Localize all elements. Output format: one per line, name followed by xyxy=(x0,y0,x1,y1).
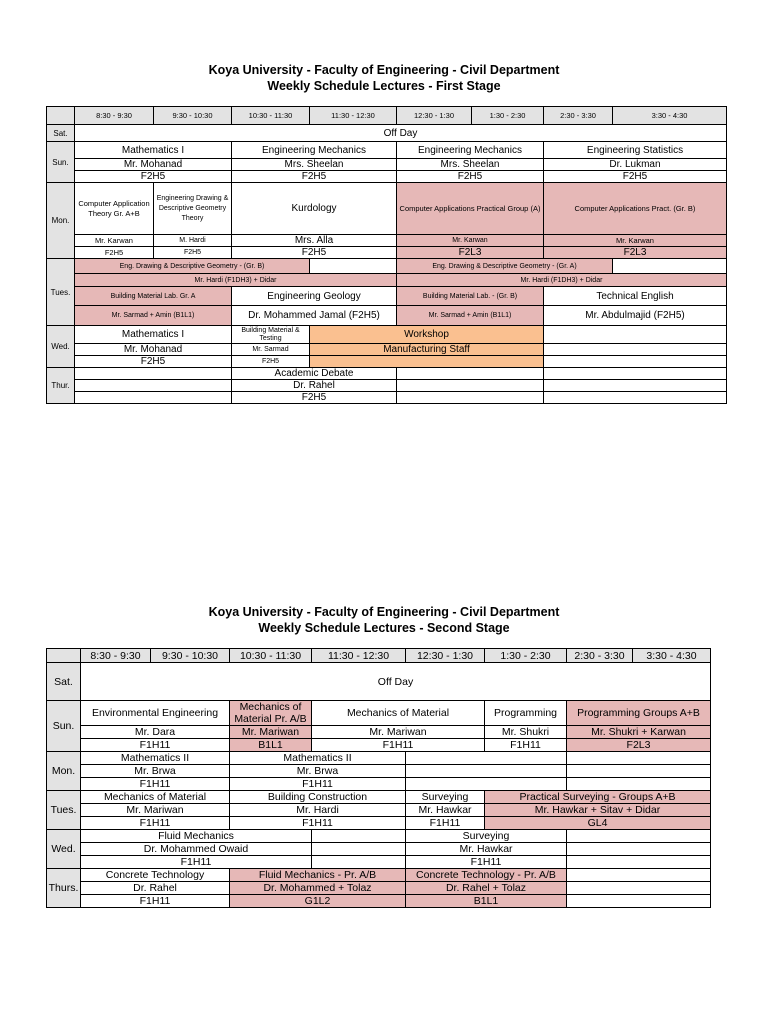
time-slot: 9:30 - 10:30 xyxy=(151,649,230,663)
class-room: F1H11 xyxy=(230,817,406,830)
class-teacher: Mr. Shukri + Karwan xyxy=(567,726,711,739)
class-subject: Mathematics II xyxy=(81,752,230,765)
class-subject: Mechanics of Material xyxy=(81,791,230,804)
class-teacher: Mrs. Sheelan xyxy=(397,159,544,171)
class-subject: Engineering Mechanics xyxy=(232,142,397,159)
class-subject: Building Material Lab. - (Gr. B) xyxy=(397,287,544,306)
empty-cell xyxy=(312,830,406,843)
day-label-mon: Mon. xyxy=(47,752,81,791)
empty-cell xyxy=(406,752,567,765)
workshop-staff-cell: Manufacturing Staff xyxy=(310,344,544,356)
class-teacher: Mr. Mariwan xyxy=(81,804,230,817)
empty-cell xyxy=(310,259,397,274)
class-room: B1L1 xyxy=(230,739,312,752)
empty-cell xyxy=(397,380,544,392)
class-room: F1H11 xyxy=(406,817,485,830)
stage1-title xyxy=(0,62,768,94)
class-teacher: Dr. Rahel + Tolaz xyxy=(406,882,567,895)
time-slot: 10:30 - 11:30 xyxy=(232,107,310,125)
class-subject: Kurdology xyxy=(232,183,397,235)
time-slot: 1:30 - 2:30 xyxy=(485,649,567,663)
class-subject: Building Construction xyxy=(230,791,406,804)
class-teacher: Mr. Mariwan xyxy=(312,726,485,739)
class-subject: Mechanics of Material Pr. A/B xyxy=(230,701,312,726)
time-slot: 11:30 - 12:30 xyxy=(312,649,406,663)
empty-cell xyxy=(544,368,727,380)
class-teacher: Mr. Hardi (F1DH3) + Didar xyxy=(397,274,727,287)
class-subject: Mechanics of Material xyxy=(312,701,485,726)
time-slot: 10:30 - 11:30 xyxy=(230,649,312,663)
empty-cell xyxy=(406,765,567,778)
day-label-wed: Wed. xyxy=(47,326,75,368)
class-subject: Technical English xyxy=(544,287,727,306)
workshop-room-cell xyxy=(310,356,544,368)
class-subject: Computer Applications Pract. (Gr. B) xyxy=(544,183,727,235)
class-teacher: Mr. Hawkar + Sitav + Didar xyxy=(485,804,711,817)
empty-cell xyxy=(75,392,232,404)
class-teacher: Mr. Brwa xyxy=(230,765,406,778)
class-room: F2H5 xyxy=(75,247,154,259)
class-subject: Concrete Technology xyxy=(81,869,230,882)
empty-cell xyxy=(567,843,711,856)
class-subject: Programming xyxy=(485,701,567,726)
time-slot: 1:30 - 2:30 xyxy=(472,107,544,125)
class-subject: Concrete Technology - Pr. A/B xyxy=(406,869,567,882)
class-subject: Surveying xyxy=(406,830,567,843)
empty-cell xyxy=(544,344,727,356)
class-room: F2L3 xyxy=(544,247,727,259)
class-room: F2L3 xyxy=(397,247,544,259)
day-label-sat: Sat. xyxy=(47,663,81,701)
class-subject: Mathematics I xyxy=(75,326,232,344)
class-subject: Building Material Lab. Gr. A xyxy=(75,287,232,306)
class-subject: Eng. Drawing & Descriptive Geometry - (Gr. B) xyxy=(75,259,310,274)
class-subject: Environmental Engineering xyxy=(81,701,230,726)
class-room: F2H5 xyxy=(232,171,397,183)
class-teacher: Mr. Hardi (F1DH3) + Didar xyxy=(75,274,397,287)
class-teacher: Dr. Rahel xyxy=(232,380,397,392)
class-subject: Programming Groups A+B xyxy=(567,701,711,726)
empty-cell xyxy=(397,392,544,404)
class-teacher: Mr. Karwan xyxy=(397,235,544,247)
class-teacher: Mr. Sarmad xyxy=(232,344,310,356)
class-teacher: Mr. Shukri xyxy=(485,726,567,739)
class-teacher: Mr. Abdulmajid (F2H5) xyxy=(544,306,727,326)
empty-cell xyxy=(312,856,406,869)
empty-cell xyxy=(567,778,711,791)
class-room: F1H11 xyxy=(312,739,485,752)
workshop-cell: Workshop xyxy=(310,326,544,344)
stage2-corner xyxy=(47,649,81,663)
class-room: F1H11 xyxy=(81,739,230,752)
off-day-cell: Off Day xyxy=(81,663,711,701)
class-subject: Practical Surveying - Groups A+B xyxy=(485,791,711,804)
day-label-sun: Sun. xyxy=(47,142,75,183)
class-subject: Computer Application Theory Gr. A+B xyxy=(75,183,154,235)
empty-cell xyxy=(567,765,711,778)
class-subject: Engineering Geology xyxy=(232,287,397,306)
class-room: F2H5 xyxy=(232,247,397,259)
stage2-schedule-table xyxy=(46,648,711,908)
class-subject: Engineering Mechanics xyxy=(397,142,544,159)
class-room: F1H11 xyxy=(81,856,312,869)
class-teacher: Dr. Mohammed Owaid xyxy=(81,843,312,856)
time-slot: 12:30 - 1:30 xyxy=(406,649,485,663)
class-room: F2L3 xyxy=(567,739,711,752)
day-label-mon: Mon. xyxy=(47,183,75,259)
stage1-corner xyxy=(47,107,75,125)
stage1-title-line1: Koya University - Faculty of Engineering - Civil Department xyxy=(208,63,560,77)
time-slot: 3:30 - 4:30 xyxy=(633,649,711,663)
time-slot: 2:30 - 3:30 xyxy=(544,107,613,125)
day-label-tue: Tues. xyxy=(47,791,81,830)
empty-cell xyxy=(567,869,711,882)
empty-cell xyxy=(397,368,544,380)
empty-cell xyxy=(544,356,727,368)
class-subject: Engineering Drawing & Descriptive Geometry Theory xyxy=(154,183,232,235)
class-room: F2H5 xyxy=(544,171,727,183)
stage1-title-line2: Weekly Schedule Lectures - First Stage xyxy=(267,79,501,93)
class-room: F2H5 xyxy=(232,392,397,404)
class-teacher: Mr. Sarmad + Amin (B1L1) xyxy=(75,306,232,326)
class-teacher: Mr. Hawkar xyxy=(406,843,567,856)
empty-cell xyxy=(567,882,711,895)
class-room: F1H11 xyxy=(81,895,230,908)
time-slot: 12:30 - 1:30 xyxy=(397,107,472,125)
class-subject: Eng. Drawing & Descriptive Geometry - (Gr. A) xyxy=(397,259,613,274)
class-teacher: Mr. Mohanad xyxy=(75,159,232,171)
class-subject: Fluid Mechanics - Pr. A/B xyxy=(230,869,406,882)
class-subject: Fluid Mechanics xyxy=(81,830,312,843)
stage2-title-line2: Weekly Schedule Lectures - Second Stage xyxy=(258,621,510,635)
class-subject: Mathematics I xyxy=(75,142,232,159)
class-teacher: Dr. Mohammed + Tolaz xyxy=(230,882,406,895)
stage2-header-row xyxy=(47,649,711,663)
class-subject: Mathematics II xyxy=(230,752,406,765)
class-room: B1L1 xyxy=(406,895,567,908)
class-teacher: Dr. Lukman xyxy=(544,159,727,171)
empty-cell xyxy=(567,752,711,765)
class-teacher: Mr. Karwan xyxy=(544,235,727,247)
empty-cell xyxy=(544,392,727,404)
empty-cell xyxy=(567,856,711,869)
class-room: F1H11 xyxy=(230,778,406,791)
class-room: F1H11 xyxy=(406,856,567,869)
empty-cell xyxy=(613,259,727,274)
time-slot: 8:30 - 9:30 xyxy=(75,107,154,125)
class-room: F1H11 xyxy=(81,778,230,791)
day-label-sun: Sun. xyxy=(47,701,81,752)
day-label-tue: Tues. xyxy=(47,259,75,326)
time-slot: 3:30 - 4:30 xyxy=(613,107,727,125)
time-slot: 9:30 - 10:30 xyxy=(154,107,232,125)
class-teacher: Mr. Mohanad xyxy=(75,344,232,356)
day-label-thu: Thurs. xyxy=(47,869,81,908)
stage1-schedule-table xyxy=(46,106,727,404)
class-subject: Surveying xyxy=(406,791,485,804)
class-teacher: Mr. Hawkar xyxy=(406,804,485,817)
class-teacher: Dr. Rahel xyxy=(81,882,230,895)
stage2-title xyxy=(0,604,768,636)
class-subject: Engineering Statistics xyxy=(544,142,727,159)
empty-cell xyxy=(75,380,232,392)
empty-cell xyxy=(406,778,567,791)
stage2-title-line1: Koya University - Faculty of Engineering - Civil Department xyxy=(208,605,560,619)
class-room: F2H5 xyxy=(75,171,232,183)
off-day-cell: Off Day xyxy=(75,125,727,142)
class-teacher: Dr. Mohammed Jamal (F2H5) xyxy=(232,306,397,326)
empty-cell xyxy=(312,843,406,856)
class-room: F1H11 xyxy=(485,739,567,752)
class-subject: Academic Debate xyxy=(232,368,397,380)
class-room: GL4 xyxy=(485,817,711,830)
class-subject: Computer Applications Practical Group (A) xyxy=(397,183,544,235)
empty-cell xyxy=(567,895,711,908)
stage1-header-row xyxy=(47,107,727,125)
class-teacher: Mr. Dara xyxy=(81,726,230,739)
class-teacher: Mr. Sarmad + Amin (B1L1) xyxy=(397,306,544,326)
day-label-sat: Sat. xyxy=(47,125,75,142)
class-subject: Building Material & Testing xyxy=(232,326,310,344)
class-teacher: Mrs. Alla xyxy=(232,235,397,247)
empty-cell xyxy=(544,380,727,392)
time-slot: 8:30 - 9:30 xyxy=(81,649,151,663)
class-room: G1L2 xyxy=(230,895,406,908)
class-room: F2H5 xyxy=(75,356,232,368)
class-room: F2H5 xyxy=(232,356,310,368)
empty-cell xyxy=(544,326,727,344)
time-slot: 2:30 - 3:30 xyxy=(567,649,633,663)
class-room: F2H5 xyxy=(154,247,232,259)
empty-cell xyxy=(567,830,711,843)
class-teacher: Mr. Hardi xyxy=(230,804,406,817)
day-label-thu: Thur. xyxy=(47,368,75,404)
class-teacher: Mrs. Sheelan xyxy=(232,159,397,171)
class-room: F2H5 xyxy=(397,171,544,183)
time-slot: 11:30 - 12:30 xyxy=(310,107,397,125)
day-label-wed: Wed. xyxy=(47,830,81,869)
empty-cell xyxy=(75,368,232,380)
class-teacher: Mr. Karwan xyxy=(75,235,154,247)
class-room: F1H11 xyxy=(81,817,230,830)
class-teacher: M. Hardi xyxy=(154,235,232,247)
class-teacher: Mr. Brwa xyxy=(81,765,230,778)
class-teacher: Mr. Mariwan xyxy=(230,726,312,739)
